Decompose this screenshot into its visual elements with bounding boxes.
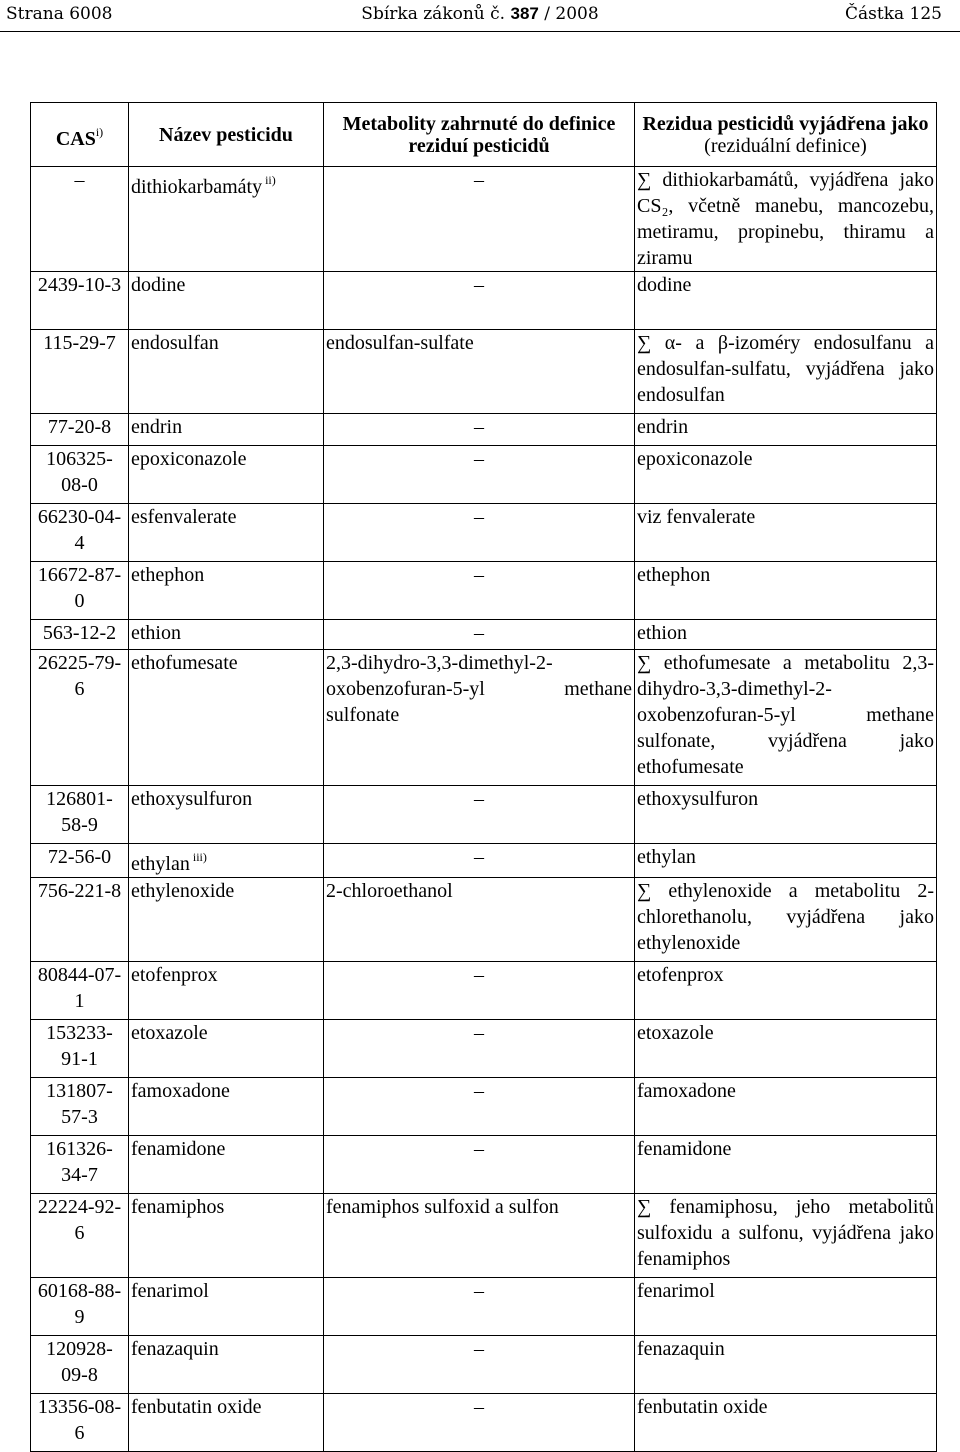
table-row: [31, 446, 937, 504]
cas-cell: 563-12-2: [31, 620, 129, 650]
pesticide-name-cell: [129, 1336, 324, 1394]
issue-part: Částka 125: [845, 4, 942, 24]
residue-definition-cell: viz fenvalerate: [635, 504, 937, 562]
cas-cell: –: [31, 167, 129, 272]
header-cas: CAS$^{i)}$: [31, 103, 129, 167]
table-row: [31, 330, 937, 414]
cas-cell: 126801-58-9: [31, 786, 129, 844]
table-row: [31, 878, 937, 962]
pesticide-name: etoxazole: [131, 1022, 208, 1044]
metabolites-cell: –: [324, 962, 635, 1020]
cas-cell: 161326-34-7: [31, 1136, 129, 1194]
table-row: [31, 844, 937, 878]
residue-definition-cell: dodine: [635, 272, 937, 330]
residue-definition-cell: fenamidone: [635, 1136, 937, 1194]
cas-cell: 16672-87-0: [31, 562, 129, 620]
page-number: Strana 6008: [6, 4, 113, 24]
pesticide-name-cell: [129, 562, 324, 620]
metabolites-cell: –: [324, 620, 635, 650]
collection-year: / 2008: [544, 4, 599, 24]
pesticide-name-cell: [129, 272, 324, 330]
table-row: [31, 1336, 937, 1394]
pesticide-name: endosulfan: [131, 332, 219, 354]
footnote-marker: iii): [189, 850, 207, 864]
pesticide-name-cell: [129, 330, 324, 414]
pesticide-name: ethoxysulfuron: [131, 788, 253, 810]
cas-cell: 60168-88-9: [31, 1278, 129, 1336]
pesticide-name-cell: [129, 1020, 324, 1078]
residue-definition-cell: ∑ ethofumesate a metabolitu 2,3-dihydro-3,3-dimethyl-2-oxobenzofuran-5-yl methane sulfonate, vyjádřena jako ethofumesate: [635, 650, 937, 786]
pesticide-residue-table: [30, 102, 937, 1452]
pesticide-name: fenbutatin oxide: [131, 1396, 262, 1418]
metabolites-cell: –: [324, 562, 635, 620]
table-row: [31, 1394, 937, 1452]
table-row: [31, 1020, 937, 1078]
page-header: [0, 0, 960, 32]
pesticide-name: ethofumesate: [131, 652, 238, 674]
table-row: [31, 1194, 937, 1278]
pesticide-name-cell: [129, 844, 324, 878]
metabolites-cell: endosulfan-sulfate: [324, 330, 635, 414]
residue-definition-cell: etoxazole: [635, 1020, 937, 1078]
pesticide-name-cell: [129, 620, 324, 650]
pesticide-name: esfenvalerate: [131, 506, 237, 528]
metabolites-cell: 2,3-dihydro-3,3-dimethyl-2-oxobenzofuran-5-yl methane sulfonate: [324, 650, 635, 786]
residue-definition-cell: ∑ α- a β-izoméry endosulfanu a endosulfan-sulfatu, vyjádřena jako endosulfan: [635, 330, 937, 414]
metabolites-cell: –: [324, 167, 635, 272]
pesticide-name-cell: [129, 1394, 324, 1452]
cas-cell: 77-20-8: [31, 414, 129, 446]
pesticide-name-cell: [129, 167, 324, 272]
residue-definition-cell: ∑ dithiokarbamátů, vyjádřena jako CS₂, včetně manebu, mancozebu, metiramu, propinebu, thiramu a ziramu: [635, 167, 937, 272]
pesticide-name: ethion: [131, 622, 181, 644]
table-row: [31, 414, 937, 446]
pesticide-name: epoxiconazole: [131, 448, 247, 470]
metabolites-cell: –: [324, 414, 635, 446]
pesticide-name: dithiokarbamáty: [131, 176, 263, 198]
table-row: [31, 620, 937, 650]
cas-cell: 115-29-7: [31, 330, 129, 414]
pesticide-name-cell: [129, 446, 324, 504]
metabolites-cell: –: [324, 844, 635, 878]
header-residues: Rezidua pesticidů vyjádřena jako (reziduální definice): [635, 103, 937, 167]
table-row: [31, 1136, 937, 1194]
cas-cell: 26225-79-6: [31, 650, 129, 786]
table-header-row: [31, 103, 937, 167]
header-name: Název pesticidu: [129, 103, 324, 167]
metabolites-cell: –: [324, 504, 635, 562]
pesticide-name-cell: [129, 1136, 324, 1194]
pesticide-name-cell: [129, 878, 324, 962]
pesticide-name: famoxadone: [131, 1080, 230, 1102]
header-residues-sub: (reziduální definice): [704, 135, 867, 157]
table-row: [31, 1078, 937, 1136]
metabolites-cell: –: [324, 786, 635, 844]
pesticide-name: ethephon: [131, 564, 205, 586]
metabolites-cell: –: [324, 1136, 635, 1194]
cas-cell: 66230-04-4: [31, 504, 129, 562]
table-row: [31, 167, 937, 272]
pesticide-name-cell: [129, 786, 324, 844]
pesticide-name: fenarimol: [131, 1280, 209, 1302]
table-row: [31, 562, 937, 620]
collection-title: [0, 4, 960, 24]
metabolites-cell: –: [324, 446, 635, 504]
pesticide-name: fenamidone: [131, 1138, 226, 1160]
table-row: [31, 1278, 937, 1336]
pesticide-name: fenamiphos: [131, 1196, 225, 1218]
footnote-marker: ii): [262, 173, 276, 187]
table-row: [31, 786, 937, 844]
header-cas-footnote: i): [95, 124, 104, 139]
cas-cell: 80844-07-1: [31, 962, 129, 1020]
metabolites-cell: 2-chloroethanol: [324, 878, 635, 962]
header-metabolites: Metabolity zahrnuté do definice reziduí pesticidů: [324, 103, 635, 167]
cas-cell: 106325-08-0: [31, 446, 129, 504]
residue-definition-cell: etofenprox: [635, 962, 937, 1020]
cas-cell: 153233-91-1: [31, 1020, 129, 1078]
metabolites-cell: –: [324, 1278, 635, 1336]
metabolites-cell: –: [324, 272, 635, 330]
metabolites-cell: –: [324, 1078, 635, 1136]
metabolites-cell: –: [324, 1336, 635, 1394]
cas-cell: 72-56-0: [31, 844, 129, 878]
residue-definition-cell: ∑ ethylenoxide a metabolitu 2-chlorethanolu, vyjádřena jako ethylenoxide: [635, 878, 937, 962]
metabolites-cell: fenamiphos sulfoxid a sulfon: [324, 1194, 635, 1278]
table-row: [31, 272, 937, 330]
pesticide-name-cell: [129, 504, 324, 562]
law-number: 387: [510, 4, 539, 23]
pesticide-name-cell: [129, 1194, 324, 1278]
residue-definition-cell: ethephon: [635, 562, 937, 620]
table-row: [31, 504, 937, 562]
cas-cell: 120928-09-8: [31, 1336, 129, 1394]
cas-cell: 756-221-8: [31, 878, 129, 962]
metabolites-cell: –: [324, 1394, 635, 1452]
residue-definition-cell: ethoxysulfuron: [635, 786, 937, 844]
residue-definition-cell: fenazaquin: [635, 1336, 937, 1394]
table-row: [31, 962, 937, 1020]
pesticide-name-cell: [129, 414, 324, 446]
residue-definition-cell: ∑ fenamiphosu, jeho metabolitů sulfoxidu a sulfonu, vyjádřena jako fenamiphos: [635, 1194, 937, 1278]
pesticide-name: ethylan: [131, 853, 190, 875]
pesticide-name: etofenprox: [131, 964, 218, 986]
pesticide-name: fenazaquin: [131, 1338, 219, 1360]
pesticide-name: endrin: [131, 416, 183, 438]
pesticide-name: dodine: [131, 274, 186, 296]
metabolites-cell: –: [324, 1020, 635, 1078]
cas-cell: 131807-57-3: [31, 1078, 129, 1136]
collection-prefix: Sbírka zákonů č.: [361, 4, 506, 24]
table-row: [31, 650, 937, 786]
residue-definition-cell: famoxadone: [635, 1078, 937, 1136]
pesticide-name-cell: [129, 1078, 324, 1136]
cas-cell: 22224-92-6: [31, 1194, 129, 1278]
residue-definition-cell: ethion: [635, 620, 937, 650]
pesticide-name: ethylenoxide: [131, 880, 235, 902]
residue-definition-cell: fenarimol: [635, 1278, 937, 1336]
residue-definition-cell: epoxiconazole: [635, 446, 937, 504]
cas-cell: 2439-10-3: [31, 272, 129, 330]
residue-definition-cell: endrin: [635, 414, 937, 446]
residue-definition-cell: ethylan: [635, 844, 937, 878]
cas-cell: 13356-08-6: [31, 1394, 129, 1452]
pesticide-name-cell: [129, 962, 324, 1020]
residue-definition-cell: fenbutatin oxide: [635, 1394, 937, 1452]
pesticide-name-cell: [129, 1278, 324, 1336]
pesticide-name-cell: [129, 650, 324, 786]
